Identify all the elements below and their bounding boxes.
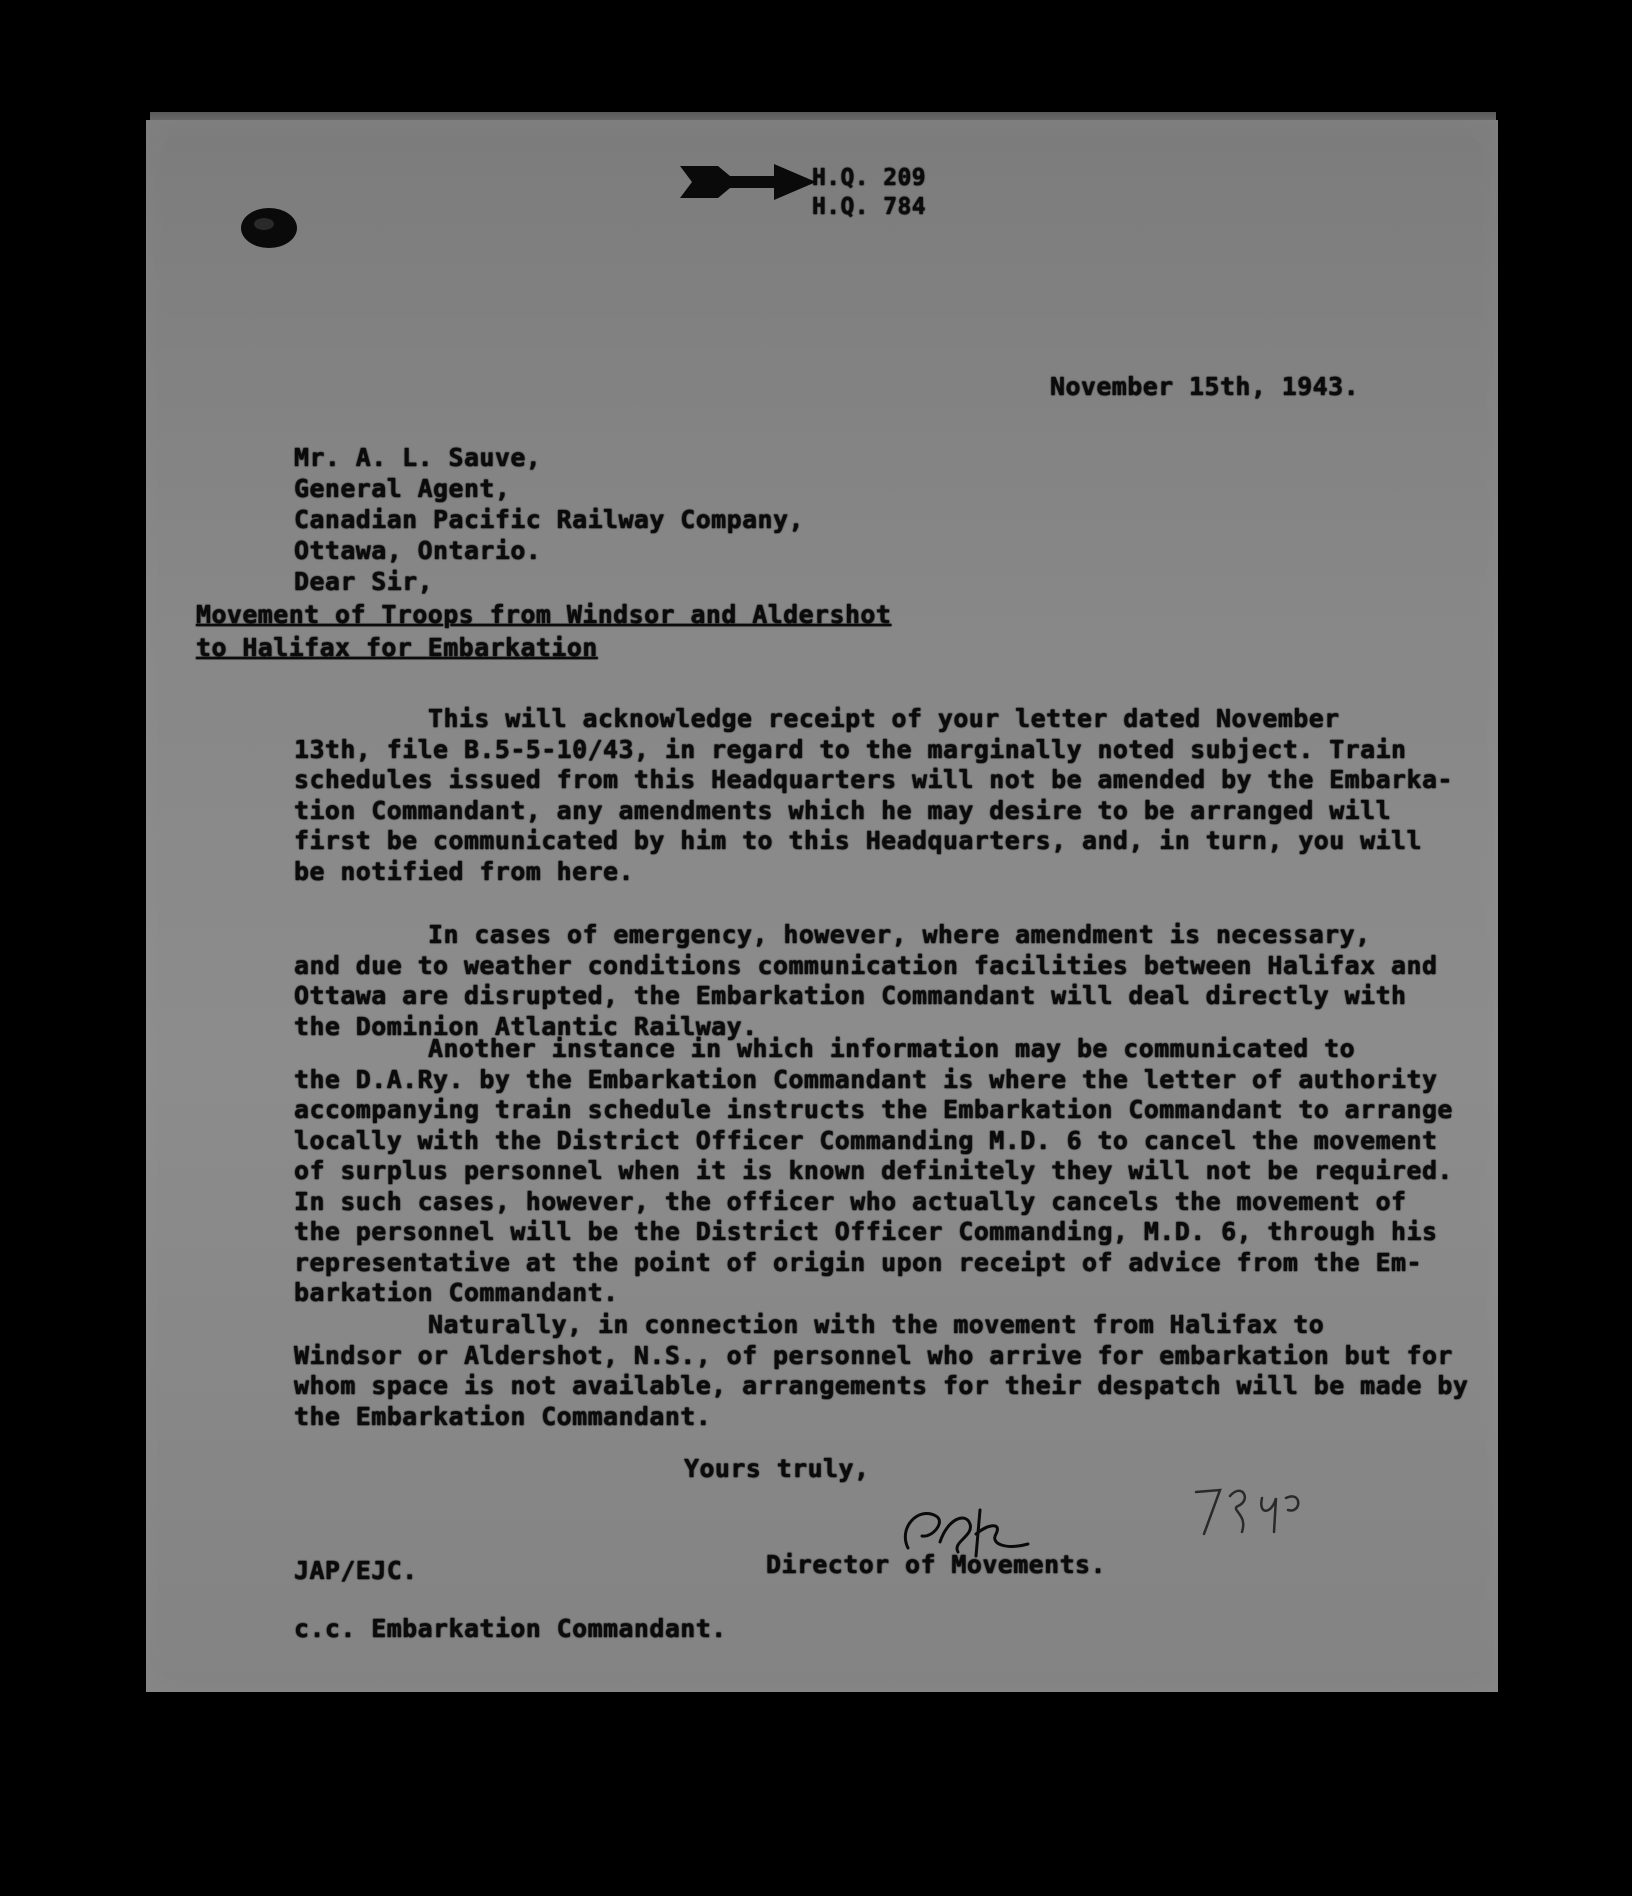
paragraph-line: In such cases, however, the officer who actually cancels the movement of — [294, 1186, 1407, 1216]
paragraph-line: representative at the point of origin upon receipt of advice from the Em- — [294, 1247, 1422, 1277]
subject-heading — [196, 598, 891, 664]
addressee-line: Canadian Pacific Railway Company, — [294, 505, 804, 534]
body-paragraph-3 — [294, 1034, 1453, 1309]
body-paragraph-1 — [294, 704, 1453, 887]
addressee-line: Ottawa, Ontario. — [294, 536, 542, 565]
paragraph-line: first be communicated by him to this Headquarters, and, in turn, you will — [294, 826, 1422, 855]
paragraph-line: Another instance in which information may be communicated to — [428, 1034, 1356, 1063]
salutation: Dear Sir, — [294, 567, 434, 596]
closing: Yours truly, — [684, 1454, 870, 1483]
body-paragraph-2 — [294, 920, 1438, 1042]
paragraph-line: 13th, file B.5-5-10/43, in regard to the marginally noted subject. Train — [294, 734, 1407, 764]
addressee-line: Mr. A. L. Sauve, — [294, 443, 542, 472]
addressee-line: General Agent, — [294, 474, 511, 503]
paragraph-line: tion Commandant, any amendments which he may desire to be arranged will — [294, 795, 1392, 825]
paragraph-line: the personnel will be the District Officer Commanding, M.D. 6, through his — [294, 1217, 1438, 1246]
letter-date: November 15th, 1943. — [1050, 372, 1360, 401]
paragraph-line: This will acknowledge receipt of your letter dated November — [428, 704, 1340, 733]
paragraph-line: and due to weather conditions communication facilities between Halifax and — [294, 950, 1438, 980]
punch-hole-mark — [236, 202, 302, 254]
signature-title: Director of Movements. — [766, 1550, 1106, 1579]
body-paragraph-4 — [294, 1310, 1469, 1432]
paragraph-line: Ottawa are disrupted, the Embarkation Commandant will deal directly with — [294, 981, 1407, 1010]
paragraph-line: the Dominion Atlantic Railway. — [294, 1011, 758, 1041]
arrow-icon — [678, 160, 818, 204]
reference-initials: JAP/EJC. — [294, 1556, 418, 1585]
paragraph-line: In cases of emergency, however, where amendment is necessary, — [428, 920, 1371, 949]
paragraph-line: the D.A.Ry. by the Embarkation Commandant is where the letter of authority — [294, 1064, 1438, 1094]
paragraph-line: barkation Commandant. — [294, 1278, 619, 1307]
file-references — [812, 164, 926, 222]
carbon-copy-line: c.c. Embarkation Commandant. — [294, 1614, 727, 1643]
paragraph-line: locally with the District Officer Commanding M.D. 6 to cancel the movement — [294, 1125, 1438, 1155]
paragraph-line: the Embarkation Commandant. — [294, 1401, 712, 1431]
paragraph-line: accompanying train schedule instructs the Embarkation Commandant to arrange — [294, 1095, 1453, 1124]
paragraph-line: be notified from here. — [294, 856, 634, 886]
addressee-block — [294, 442, 804, 597]
paragraph-line: Windsor or Aldershot, N.S., of personnel who arrive for embarkation but for — [294, 1340, 1453, 1370]
pencil-annotation — [1190, 1476, 1310, 1546]
paragraph-line: of surplus personnel when it is known definitely they will not be required. — [294, 1156, 1453, 1185]
subject-line: to Halifax for Embarkation — [196, 633, 598, 662]
paragraph-line: whom space is not available, arrangements for their despatch will be made by — [294, 1371, 1469, 1400]
file-ref-1: H.Q. 209 — [812, 165, 926, 191]
subject-line: Movement of Troops from Windsor and Aldershot — [196, 600, 892, 629]
paragraph-line: Naturally, in connection with the movement from Halifax to — [428, 1310, 1325, 1339]
paragraph-line: schedules issued from this Headquarters will not be amended by the Embarka- — [294, 765, 1453, 794]
file-ref-2: H.Q. 784 — [812, 194, 926, 220]
